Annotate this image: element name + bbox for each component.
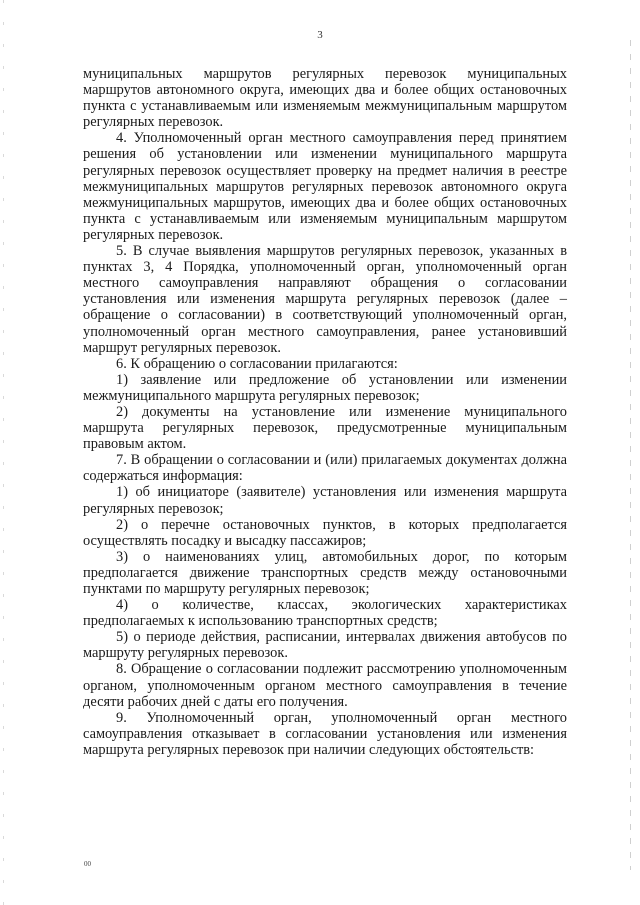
paragraph-6-item-2: 2) документы на установление или изменение муниципального маршрута регулярных перевозок, предусмотренные муниципальным правовым актом. — [83, 403, 567, 453]
footer-mark: 00 — [84, 860, 91, 868]
paragraph-6-item-1: 1) заявление или предложение об установлении или изменении межмуниципального маршрута регулярных перевозок; — [83, 371, 567, 404]
page-number: 3 — [317, 29, 323, 41]
scan-left-edge — [3, 0, 4, 905]
paragraph-5: 5. В случае выявления маршрутов регулярных перевозок, указанных в пунктах 3, 4 Порядка, уполномоченный орган, уполномоченный орган местного самоуправления направляют обращения о согласовании установления или изменения маршрута регулярных перевозок (далее – обращение о согласовании) в соответствующий уполномоченный орган, уполномоченный орган местного самоуправления, ранее установивший маршрут регулярных перевозок. — [83, 243, 567, 356]
paragraph-continuation: муниципальных маршрутов регулярных перевозок муниципальных маршрутов автономного округа, имеющих два и более общих остановочных пункта с устанавливаемым или изменяемым межмуниципальным маршрутом регулярных перевозок. — [83, 66, 567, 131]
scan-right-edge — [630, 40, 631, 870]
paragraph-4: 4. Уполномоченный орган местного самоуправления перед принятием решения об установлении или изменении муниципального маршрута регулярных перевозок осуществляет проверку на предмет наличия в реестре межмуниципальных маршрутов регулярных перевозок автономного округа межмуниципальных маршрутов, имеющих два и более общих остановочных пункта с устанавливаемым или изменяемым муниципальным маршрутом регулярных перевозок. — [83, 130, 567, 243]
paragraph-9: 9. Уполномоченный орган, уполномоченный орган местного самоуправления отказывает в согласовании установления или изменения маршрута регулярных перевозок при наличии следующих обстоятельств: — [83, 709, 567, 758]
paragraph-7-item-4: 4) о количестве, классах, экологических характеристиках предполагаемых к использованию транспортных средств; — [83, 597, 567, 630]
paragraph-7-item-2: 2) о перечне остановочных пунктов, в которых предполагается осуществлять посадку и высадку пассажиров; — [83, 516, 567, 549]
paragraph-7-item-1: 1) об инициаторе (заявителе) установления или изменения маршрута регулярных перевозок; — [83, 484, 567, 517]
paragraph-6: 6. К обращению о согласовании прилагаются: — [116, 355, 398, 372]
paragraph-7-item-5: 5) о периоде действия, расписании, интервалах движения автобусов по маршруту регулярных перевозок. — [83, 629, 567, 662]
paragraph-7: 7. В обращении о согласовании и (или) прилагаемых документах должна содержаться информация: — [83, 452, 567, 485]
document-body — [83, 66, 567, 758]
paragraph-8: 8. Обращение о согласовании подлежит рассмотрению уполномоченным органом, уполномоченным органом местного самоуправления в течение десяти рабочих дней с даты его получения. — [83, 661, 567, 710]
paragraph-7-item-3: 3) о наименованиях улиц, автомобильных дорог, по которым предполагается движение транспортных средств между остановочными пунктами по маршруту регулярных перевозок; — [83, 548, 567, 597]
